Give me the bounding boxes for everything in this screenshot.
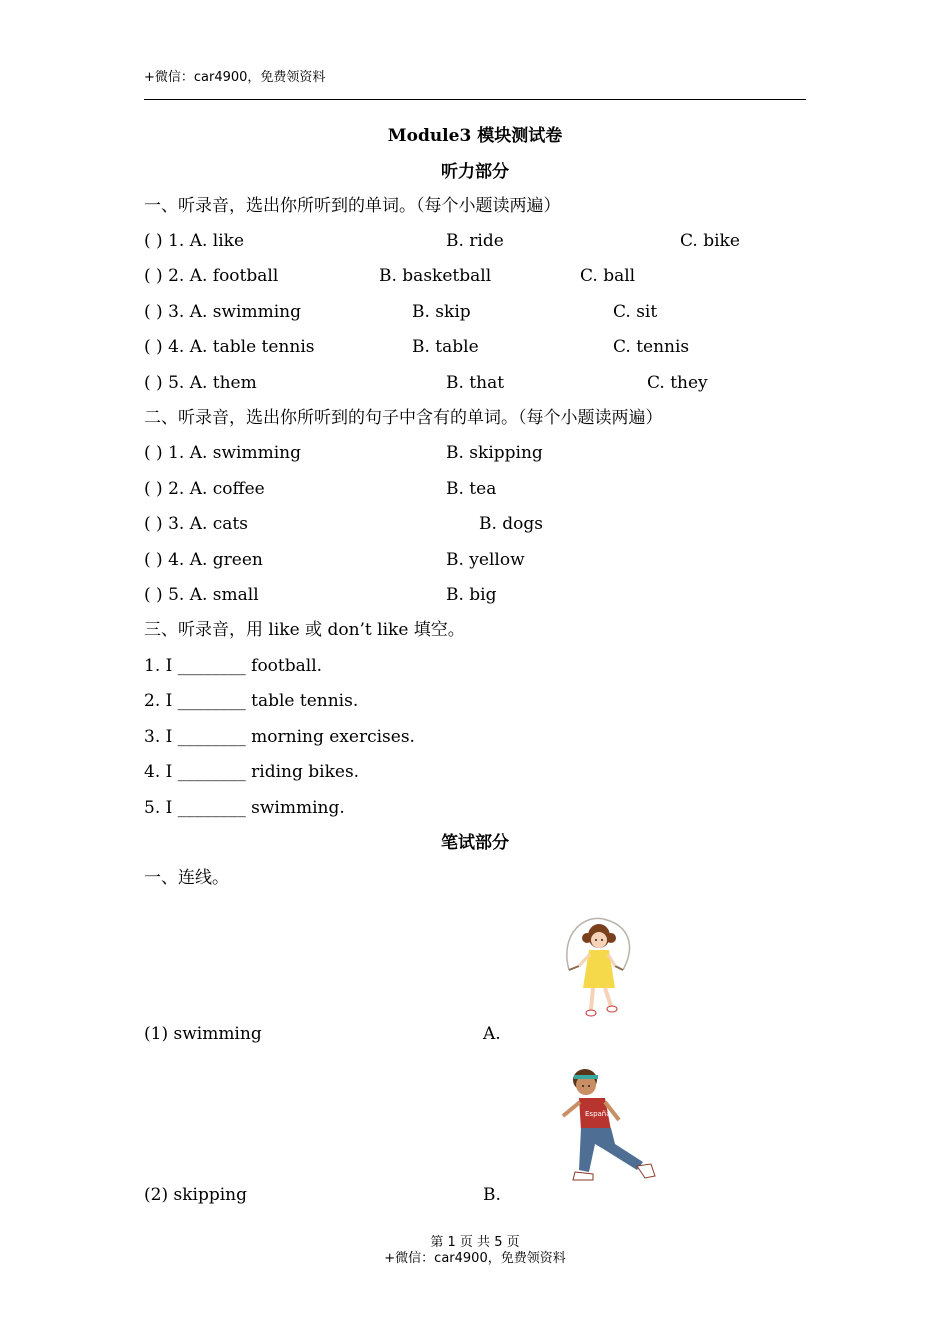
listening-heading: 听力部分 <box>441 162 509 182</box>
question-option-a: ( ) 2. A. football <box>144 266 279 286</box>
match-word: (2) skipping <box>144 1185 247 1205</box>
writing-heading: 笔试部分 <box>441 833 509 853</box>
shirt-text: España <box>585 1110 611 1118</box>
page-header: +微信：car4900，免费领资料 <box>144 70 326 85</box>
question-option-a: ( ) 1. A. swimming <box>144 443 302 463</box>
boy-running-icon <box>557 1066 661 1188</box>
match-letter: B. <box>483 1185 501 1205</box>
question-option-a: ( ) 4. A. table tennis <box>144 337 315 357</box>
match-word: (1) swimming <box>144 1024 262 1044</box>
question-option-b: B. table <box>412 337 479 357</box>
listening-part2-instruction: 二、听录音，选出你所听到的句子中含有的单词。（每个小题读两遍） <box>144 408 663 428</box>
girl-skipping-rope-icon <box>555 914 640 1026</box>
listening-part3-instruction: 三、听录音，用 like 或 don’t like 填空。 <box>144 620 465 640</box>
page-number: 第 1 页 共 5 页 <box>430 1235 520 1250</box>
question-option-c: C. bike <box>680 231 740 251</box>
question-option-c: C. they <box>647 373 708 393</box>
match-letter: A. <box>483 1024 501 1044</box>
question-option-c: C. ball <box>580 266 636 286</box>
page-footer: +微信：car4900，免费领资料 <box>384 1251 566 1266</box>
question-option-b: B. tea <box>446 479 497 499</box>
fill-blank-sentence: 5. I ________ swimming. <box>144 798 345 818</box>
question-option-a: ( ) 2. A. coffee <box>144 479 265 499</box>
question-option-a: ( ) 1. A. like <box>144 231 245 251</box>
question-option-a: ( ) 3. A. swimming <box>144 302 302 322</box>
question-option-b: B. ride <box>446 231 504 251</box>
fill-blank-sentence: 1. I ________ football. <box>144 656 323 676</box>
question-option-a: ( ) 4. A. green <box>144 550 263 570</box>
fill-blank-sentence: 4. I ________ riding bikes. <box>144 762 360 782</box>
question-option-b: B. yellow <box>446 550 525 570</box>
question-option-b: B. skipping <box>446 443 543 463</box>
question-option-c: C. tennis <box>613 337 690 357</box>
question-option-a: ( ) 3. A. cats <box>144 514 248 534</box>
question-option-a: ( ) 5. A. small <box>144 585 259 605</box>
writing-part1-instruction: 一、连线。 <box>144 868 229 888</box>
page-title: Module3 模块测试卷 <box>387 126 563 146</box>
question-option-b: B. that <box>446 373 505 393</box>
question-option-b: B. skip <box>412 302 471 322</box>
question-option-b: B. dogs <box>479 514 544 534</box>
fill-blank-sentence: 3. I ________ morning exercises. <box>144 727 415 747</box>
fill-blank-sentence: 2. I ________ table tennis. <box>144 691 359 711</box>
header-rule <box>144 99 806 100</box>
question-option-a: ( ) 5. A. them <box>144 373 257 393</box>
question-option-b: B. big <box>446 585 497 605</box>
question-option-c: C. sit <box>613 302 658 322</box>
question-option-b: B. basketball <box>379 266 492 286</box>
listening-part1-instruction: 一、听录音，选出你所听到的单词。（每个小题读两遍） <box>144 196 561 216</box>
